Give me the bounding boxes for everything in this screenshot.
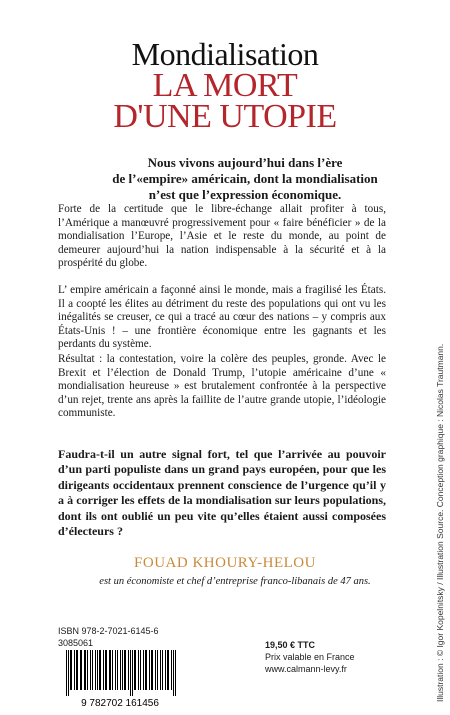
barcode-image [58,650,182,708]
book-title: Mondialisation [131,36,319,72]
lead-text [100,155,390,203]
barcode-bar [87,650,88,690]
barcode-bar [103,650,104,690]
book-subtitle-line2: D'UNE UTOPIE [113,98,337,135]
product-code: 3085061 [58,638,94,648]
barcode-bar [112,650,113,690]
barcode-bar [76,650,78,690]
barcode-bar [80,650,82,690]
barcode-bar [70,650,72,690]
price-block [265,639,385,675]
lead-line-3: n’est que l’expression économique. [148,187,342,202]
author-name: FOUAD KHOURY-HELOU [134,555,316,571]
publisher-website: www.calmann-levy.fr [265,664,347,674]
barcode-bar [74,650,75,690]
lead-line-2: de l’«empire» américain, dont la mondialisation [112,171,378,186]
price-note: Prix valable en France [265,652,355,662]
author-bio: est un économiste et chef d’entreprise franco-libanais de 47 ans. [99,576,371,587]
barcode-bar [140,650,141,690]
barcode-bar [162,650,163,690]
barcode-bar [115,650,116,690]
paragraph-1: Forte de la certitude que le libre-échange allait profiter à tous, l’Amérique a manœuvré progressivement pour « faire bénéficier » de la mondialisation l’Europe, l’Asie et le reste du monde, au point de demeurer aujourd’hui la nation indispensable à la sécurité et à la prospérité du globe. [58,203,386,270]
barcode-bar [149,650,150,690]
barcode-bar [128,650,129,690]
barcode-bar [175,650,176,696]
barcode-bar [155,650,156,690]
barcode-bar [173,650,174,696]
barcode-bar [97,650,98,690]
illustration-credits: Illustration : © Igor Kopelnitsky / Illustration Source. Conception graphique : Nicolas Trautmann. [435,343,445,702]
barcode-bar [132,650,133,696]
barcode-bar [92,650,93,690]
barcode-bar [90,650,91,690]
barcode-digits: 9 782702 161456 [81,698,159,708]
barcode-bar [143,650,144,690]
barcode-bar [66,650,67,696]
barcode-bar [157,650,158,690]
paragraph-2: L’ empire américain a façonné ainsi le monde, mais a fragilisé les États. Il a coopté les élites au détriment du reste des populations qui ont vu les inégalités se creuser, ce qui a tracé au cœur des nations – y compris aux États-Unis ! – une frontière économique entre les gagnants et les perdants du système. [58,284,386,351]
barcode-bar [84,650,86,690]
barcode-bar [99,650,101,690]
barcode-bar [105,650,107,690]
paragraph-3: Résultat : la contestation, voire la colère des peuples, gronde. Avec le Brexit et l’élection de Donald Trump, l’utopie américaine d’une « mondialisation heureuse » est brutalement confrontée à la perspective d’un rejet, trente ans après la faillite de l’autre grande utopie, l’idéologie communiste. [58,353,386,420]
barcode-bar [160,650,161,690]
barcode-bar [130,650,131,696]
book-subtitle-line1: LA MORT [152,67,298,104]
barcode-bar [68,650,69,696]
barcode-bar [151,650,153,690]
barcode [58,650,182,708]
barcode-bar [134,650,136,690]
barcode-bar [117,650,118,690]
barcode-bar [95,650,96,690]
isbn-number: ISBN 978-2-7021-6145-6 [58,626,159,636]
barcode-bar [122,650,123,690]
price: 19,50 € TTC [265,640,316,650]
barcode-bar [171,650,172,690]
barcode-bar [120,650,121,690]
barcode-bar [165,650,166,690]
barcode-bar [138,650,139,690]
lead-line-1: Nous vivons aujourd’hui dans l’ère [147,155,343,170]
barcode-bar [167,650,169,690]
barcode-bar [109,650,111,690]
barcode-bar [145,650,147,690]
barcode-bar [124,650,126,690]
closing-question: Faudra-t-il un autre signal fort, tel que l’arrivée au pouvoir d’un parti populiste dans un grand pays européen, pour que les dirigeants occidentaux prennent conscience de l’urgence qu’il y a à corriger les effets de la mondialisation sur leurs populations, dont ils ont oublié un peu vite qu’elles étaient aussi composées d’électeurs ? [58,447,386,539]
